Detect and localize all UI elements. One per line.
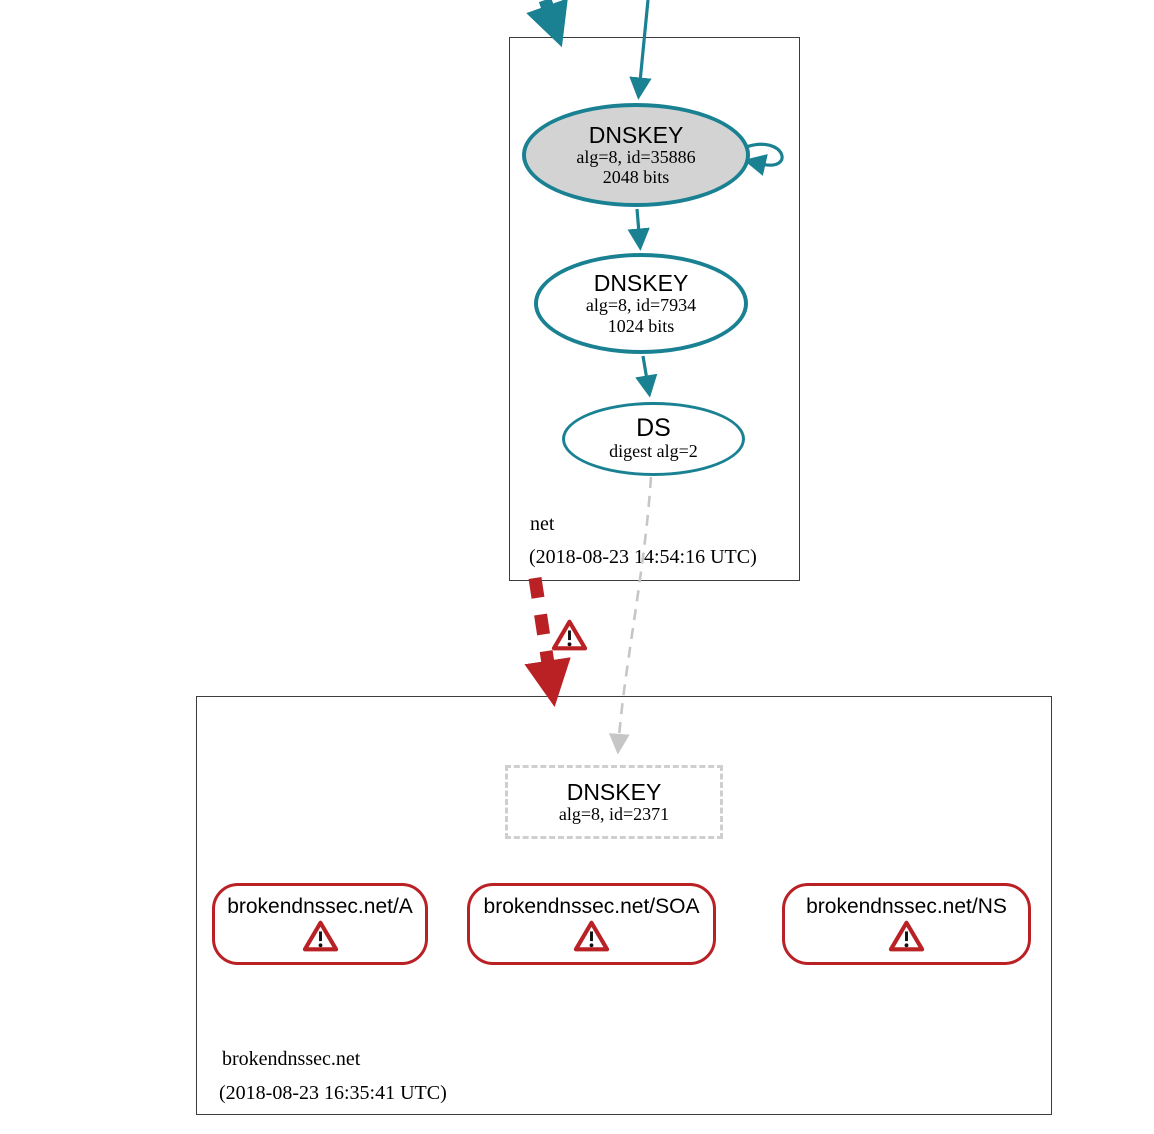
- node-detail: 1024 bits: [607, 315, 675, 336]
- node-detail: alg=8, id=2371: [558, 803, 670, 824]
- rrset-label: brokendnssec.net/SOA: [483, 895, 700, 918]
- node-detail: 2048 bits: [602, 167, 670, 188]
- edge-ksk-self-loop: [746, 144, 782, 165]
- edge-secure-delegation-into-net: [545, 0, 550, 14]
- edge-zsk-to-ds: [643, 356, 647, 380]
- node-dnskey-zsk[interactable]: [534, 253, 748, 354]
- node-title: DS: [636, 414, 671, 443]
- edge-parent-ds-to-ksk: [640, 0, 648, 82]
- node-dnskey-ksk[interactable]: [522, 103, 750, 207]
- node-detail: alg=8, id=7934: [585, 295, 697, 316]
- rrset-label: brokendnssec.net/NS: [806, 895, 1007, 918]
- rrset-label: brokendnssec.net/A: [227, 895, 413, 918]
- node-detail: alg=8, id=35886: [576, 146, 696, 167]
- edge-bogus-delegation: [535, 578, 549, 670]
- warning-icon[interactable]: [888, 920, 925, 953]
- node-title: DNSKEY: [588, 121, 684, 148]
- zone-name-label: brokendnssec.net: [222, 1048, 361, 1070]
- rrset-node-a[interactable]: [212, 883, 428, 965]
- warning-icon[interactable]: [302, 920, 339, 953]
- zone-name-label: net: [530, 513, 555, 535]
- edge-ds-to-dnskey-insecure: [619, 477, 651, 738]
- rrset-node-soa[interactable]: [467, 883, 716, 965]
- node-title: DNSKEY: [593, 270, 689, 297]
- node-ds[interactable]: [562, 402, 745, 476]
- edge-ksk-to-zsk: [637, 209, 639, 233]
- node-dnskey-insecure[interactable]: [505, 765, 723, 839]
- warning-icon[interactable]: [551, 619, 588, 652]
- node-title: DNSKEY: [566, 778, 662, 805]
- zone-timestamp: (2018-08-23 16:35:41 UTC): [219, 1082, 447, 1104]
- rrset-node-ns[interactable]: [782, 883, 1031, 965]
- warning-icon[interactable]: [573, 920, 610, 953]
- node-detail: digest alg=2: [609, 441, 698, 462]
- zone-timestamp: (2018-08-23 14:54:16 UTC): [529, 546, 757, 568]
